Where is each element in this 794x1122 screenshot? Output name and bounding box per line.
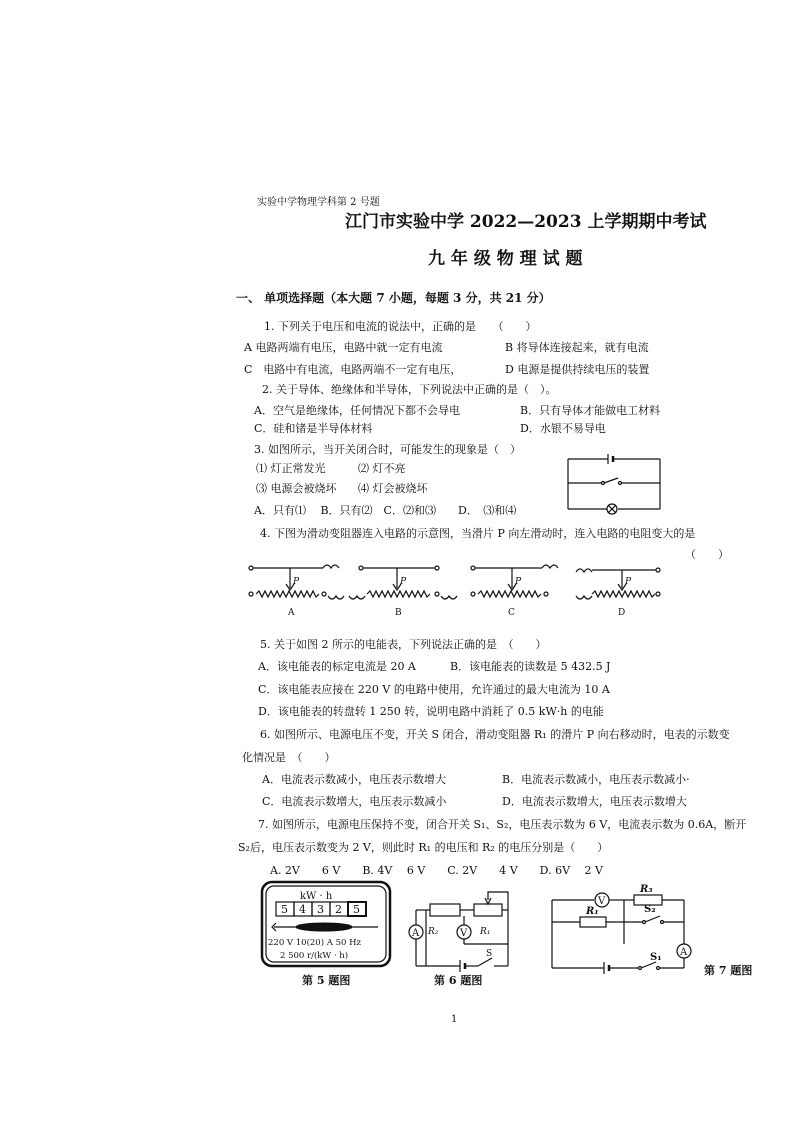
fig5-rating: 220 V 10(20) A 50 Hz bbox=[268, 938, 361, 948]
fig6-label-r1: R₁ bbox=[480, 927, 491, 937]
fig5-digit-5: 5 bbox=[353, 903, 360, 916]
q2-option-a: A．空气是绝缘体，任何情况下都不会导电 bbox=[254, 404, 460, 417]
q3-choices: A．只有⑴ B．只有⑵ C．⑵和⑶ D． ⑶和⑷ bbox=[254, 504, 517, 517]
q6-stem: 6. 如图所示、电源电压不变，开关 S 闭合，滑动变阻器 R₁ 的滑片 P 向右移动时，电表的示数变 bbox=[260, 728, 730, 741]
q3-circuit-diagram bbox=[568, 456, 662, 514]
q4-answer-paren: （ ） bbox=[685, 548, 729, 561]
q7-stem: 7. 如图所示，电源电压保持不变，闭合开关 S₁、S₂，电压表示数为 6 V，电流表示数为 0.6A，断开 bbox=[258, 818, 747, 831]
fig5-digit-2: 4 bbox=[299, 903, 306, 916]
q7-stem-continued: S₂后，电压表示数变为 2 V，则此时 R₁ 的电压和 R₂ 的电压分别是（ ） bbox=[238, 841, 609, 854]
fig6-circuit-diagram bbox=[404, 896, 514, 974]
fig5-digit-1: 5 bbox=[281, 903, 288, 916]
q4-c-label: C bbox=[508, 608, 515, 618]
page-number: 1 bbox=[451, 1014, 458, 1025]
fig7-caption: 第 7 题图 bbox=[704, 964, 753, 977]
q4-d-label-p: P bbox=[625, 577, 632, 587]
fig5-caption: 第 5 题图 bbox=[302, 974, 351, 987]
fig5-energy-meter bbox=[262, 882, 392, 968]
q4-b-label: B bbox=[395, 608, 402, 618]
q3-stem: 3. 如图所示，当开关闭合时，可能发生的现象是（ ） bbox=[254, 443, 521, 456]
q4-a-label-p: P bbox=[293, 577, 300, 587]
fig5-revolutions: 2 500 r/(kW · h) bbox=[280, 951, 349, 961]
fig6-label-r2: R₂ bbox=[428, 927, 439, 937]
q2-stem: 2. 关于导体、绝缘体和半导体，下列说法中正确的是（ ）。 bbox=[262, 383, 557, 396]
fig7-label-s2: S₂ bbox=[644, 904, 656, 915]
q4-b-label-p: P bbox=[400, 577, 407, 587]
q4-rheostat-d bbox=[576, 560, 672, 616]
q6-option-b: B．电流表示数减小，电压表示数减小· bbox=[502, 773, 690, 786]
q4-d-label: D bbox=[618, 608, 626, 618]
fig7-label-a: A bbox=[680, 947, 688, 958]
q2-option-c: C．硅和锗是半导体材料 bbox=[254, 422, 373, 435]
fig7-circuit-diagram bbox=[552, 882, 698, 974]
q4-rheostat-b bbox=[355, 560, 455, 616]
fig5-digit-4: 2 bbox=[335, 903, 342, 916]
q5-option-b: B．该电能表的读数是 5 432.5 J bbox=[450, 660, 611, 673]
q4-rheostat-a bbox=[248, 560, 344, 616]
fig7-label-s1: S₁ bbox=[650, 952, 662, 963]
q7-choices: A. 2V 6 V B. 4V 6 V C. 2V 4 V D. 6V 2 V bbox=[270, 864, 603, 877]
q1-option-a: A 电路两端有电压，电路中就一定有电流 bbox=[244, 341, 443, 354]
q4-c-label-p: P bbox=[515, 577, 522, 587]
fig7-label-v: V bbox=[598, 896, 606, 907]
q6-option-d: D．电流表示数增大，电压表示数增大 bbox=[502, 795, 687, 808]
fig5-digit-3: 3 bbox=[317, 903, 324, 916]
q1-option-d: D 电源是提供持续电压的装置 bbox=[505, 363, 650, 376]
fig6-caption: 第 6 题图 bbox=[434, 974, 483, 987]
q5-option-c: C．该电能表应接在 220 V 的电路中使用，允许通过的最大电流为 10 A bbox=[258, 683, 610, 696]
q6-stem-continued: 化情况是 （ ） bbox=[242, 751, 336, 764]
q5-option-a: A．该电能表的标定电流是 20 A bbox=[258, 660, 416, 673]
fig5-unit: kW · h bbox=[300, 891, 333, 902]
q4-stem: 4. 下图为滑动变阻器连入电路的示意图，当滑片 P 向左滑动时，连入电路的电阻变大的是 bbox=[260, 527, 696, 540]
q3-item-3: ⑶ 电源会被烧坏 bbox=[256, 482, 337, 495]
exam-title: 江门市实验中学 2022—2023 上学期期中考试 bbox=[345, 212, 707, 232]
q4-a-label: A bbox=[288, 608, 295, 618]
fig6-label-a: A bbox=[412, 928, 420, 939]
q1-option-c: C 电路中有电流，电路两端不一定有电压， bbox=[244, 363, 462, 376]
q6-option-c: C．电流表示数增大，电压表示数减小 bbox=[262, 795, 447, 808]
fig7-label-r3: R₃ bbox=[640, 884, 653, 895]
q1-stem: 1. 下列关于电压和电流的说法中，正确的是 （ ） bbox=[264, 320, 537, 333]
exam-tag: 实验中学物理学科第 2 号题 bbox=[257, 197, 380, 208]
q2-option-b: B．只有导体才能做电工材料 bbox=[520, 404, 661, 417]
q3-item-4: ⑷ 灯会被烧坏 bbox=[358, 482, 428, 495]
q3-item-2: ⑵ 灯不亮 bbox=[358, 462, 406, 475]
section-title: 一、 单项选择题（本大题 7 小题，每题 3 分，共 21 分） bbox=[236, 291, 551, 305]
fig6-label-v: V bbox=[460, 928, 468, 939]
q5-option-d: D．该电能表的转盘转 1 250 转，说明电路中消耗了 0.5 kW·h 的电能 bbox=[258, 705, 604, 718]
q5-stem: 5. 关于如图 2 所示的电能表，下列说法正确的是 （ ） bbox=[260, 638, 547, 651]
fig6-label-s: S bbox=[486, 949, 493, 959]
q4-rheostat-c bbox=[470, 560, 566, 616]
q1-option-b: B 将导体连接起来，就有电流 bbox=[505, 341, 649, 354]
q6-option-a: A．电流表示数减小，电压表示数增大 bbox=[262, 773, 446, 786]
fig7-label-r1: R₁ bbox=[586, 906, 599, 917]
exam-subtitle: 九 年 级 物 理 试 题 bbox=[428, 249, 583, 269]
q3-item-1: ⑴ 灯正常发光 bbox=[256, 462, 326, 475]
q2-option-d: D．水银不易导电 bbox=[520, 422, 606, 435]
